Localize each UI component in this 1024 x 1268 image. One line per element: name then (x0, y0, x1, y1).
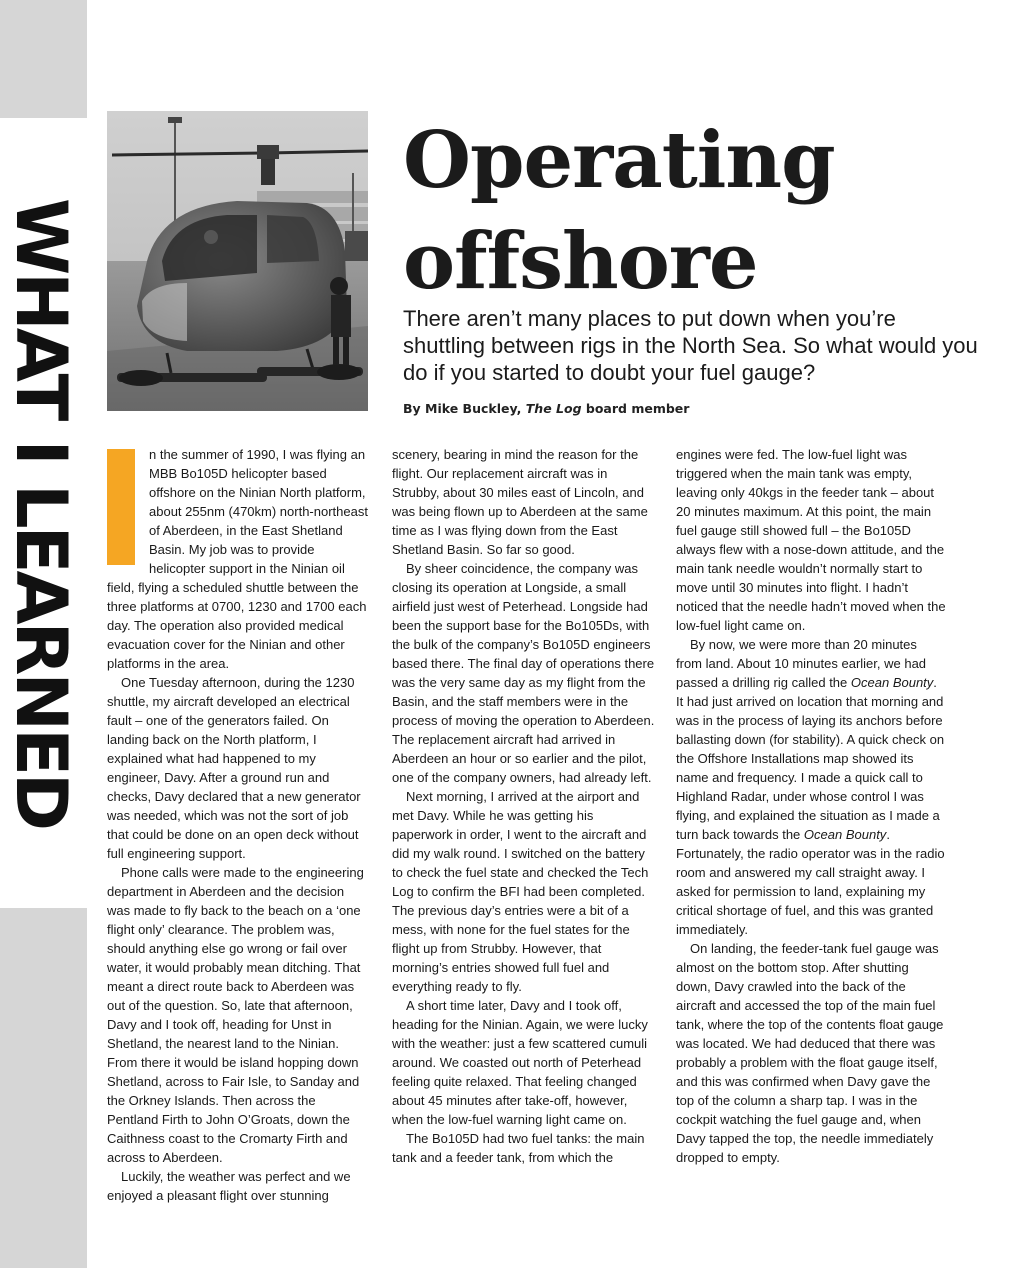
paragraph: scenery, bearing in mind the reason for the flight. Our replacement aircraft was in Strubby, about 30 miles east of Lincoln, and was being flown up to Aberdeen at the same time as I was flying down from the East Shetland Basin. So far so good. (392, 447, 648, 557)
article-title (403, 110, 983, 312)
byline-suffix: board member (585, 401, 690, 416)
drop-cap-bar (107, 449, 135, 565)
body-column-1 (107, 445, 370, 1205)
paragraph: By sheer coincidence, the company was closing its operation at Longside, a small airfield just west of Peterhead. Longside had been the support base for the Bo105Ds, with the bulk of the company’s Bo105D engineers based there. The final day of operations there was the very same day as my flight from the Basin, and the staff members were in the process of moving the operation to Aberdeen. The replacement aircraft had arrived in Aberdeen an hour or so earlier and the pilot, one of the company owners, had already left. (392, 561, 655, 785)
paragraph: On landing, the feeder-tank fuel gauge was almost on the bottom stop. After shutting down, Davy crawled into the back of the aircraft and accessed the top of the main fuel tank, where the top of the contents float gauge was located. We had deduced that there was probably a problem with the float gauge itself, and this was confirmed when Davy gave the top of the column a sharp tap. I was in the cockpit watching the fuel gauge and, when Davy tapped the top, the needle immediately dropped to empty. (676, 941, 944, 1165)
paragraph: Luckily, the weather was perfect and we enjoyed a pleasant flight over stunning (107, 1169, 351, 1203)
title-line-1: Operating (403, 115, 835, 206)
byline-publication: The Log (525, 401, 582, 416)
paragraph: engines were fed. The low-fuel light was triggered when the main tank was empty, leaving only 40kgs in the feeder tank – about 20 minutes maximum. At this point, the main fuel gauge still showed full – the Bo105D always flew with a nose-down attitude, and the main tank needle wouldn’t normally start to move until 30 minutes into flight. I hadn’t noticed that the needle hadn’t moved when the low-fuel light came on. (676, 447, 946, 633)
helicopter-photo (107, 111, 368, 411)
paragraph: One Tuesday afternoon, during the 1230 shuttle, my aircraft developed an electrical fault – one of the generators failed. On landing back on the North platform, I explained what had happened to my engineer, Davy. After a ground run and checks, Davy declared that a new generator was needed, which was not the sort of job that could be done on an open deck without full engineering support. (107, 675, 361, 861)
paragraph: Phone calls were made to the engineering department in Aberdeen and the decision was made to fly back to the beach on a ‘one flight only’ clearance. The problem was, should anything else go wrong or fail over water, it would probably mean ditching. That meant a direct route back to Aberdeen was out of the question. So, late that afternoon, Davy and I took off, heading for Unst in Shetland, the nearest land to the Ninian. From there it would be island hopping down Shetland, across to Fair Isle, to Sanday and the Orkney Islands. Then across the Pentland Firth to John O’Groats, down the Caithness coast to the Cromarty Firth and across to Aberdeen. (107, 865, 364, 1165)
paragraph (676, 635, 946, 939)
byline-prefix: By Mike Buckley, (403, 401, 522, 416)
standfirst: There aren’t many places to put down when you’re shuttling between rigs in the North Sea. So what would you do if you started to doubt your fuel gauge? (403, 306, 978, 385)
body-column-2 (392, 445, 656, 1167)
title-line-2: offshore (403, 216, 758, 307)
rig-name: Ocean Bounty (803, 827, 887, 842)
text-run: By now, we were more than 20 minutes from land. About 10 minutes earlier, we had passed a drilling rig called the (676, 637, 927, 690)
rig-name: Ocean Bounty (850, 675, 934, 690)
paragraph: The Bo105D had two fuel tanks: the main tank and a feeder tank, from which the (392, 1131, 645, 1165)
paragraph: Next morning, I arrived at the airport and met Davy. While he was getting his paperwork in order, I went to the aircraft and did my walk round. I switched on the battery to check the fuel state and checked the Tech Log to confirm the BFI had been completed. The previous day’s entries were a bit of a mess, with none for the fuel states for the flight up from Strubby. However, that morning’s entries showed full fuel and everything ready to fly. (392, 789, 649, 994)
byline (403, 401, 689, 416)
section-label: WHAT I LEARNED (0, 197, 82, 829)
text-run: . It had just arrived on location that morning and was in the process of laying its anchors before ballasting down (for stability). A quick check on the Offshore Installations map showed its name and frequency. I made a quick call to Highland Radar, under whose control I was flying, and explained the situation as I made a turn back towards the (676, 675, 945, 842)
paragraph: n the summer of 1990, I was flying an MBB Bo105D helicopter based offshore on the Ninian North platform, about 255nm (470km) north-northeast of Aberdeen, in the East Shetland Basin. My job was to provide helicopter support in the Ninian oil field, flying a scheduled shuttle between the three platforms at 0700, 1230 and 1700 each day. The operation also provided medical evacuation cover for the Ninian and other platforms in the area. (107, 447, 368, 671)
body-column-3 (676, 445, 946, 1167)
text-run: . Fortunately, the radio operator was in the radio room and answered my call straight away. I asked for permission to land, explaining my critical shortage of fuel, and this was granted immediately. (676, 827, 945, 937)
paragraph: A short time later, Davy and I took off, heading for the Ninian. Again, we were lucky with the weather: just a few scattered cumuli around. We coasted out north of Peterhead feeling quite relaxed. That feeling changed about 45 minutes after take-off, however, when the low-fuel warning light came on. (392, 998, 648, 1127)
